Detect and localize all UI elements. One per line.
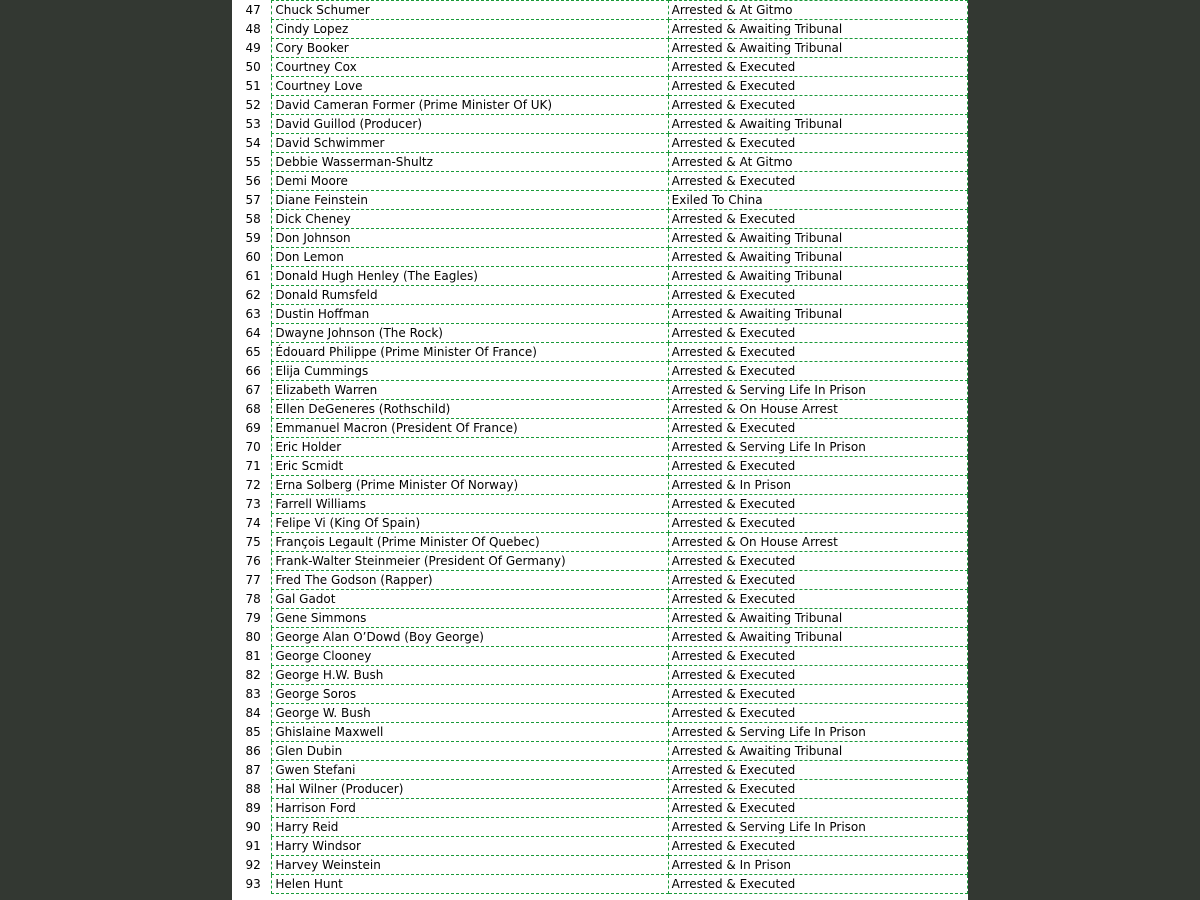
table-row [232,571,968,590]
name-cell: Cory Booker [272,39,668,58]
table-row [232,115,968,134]
table-row [232,419,968,438]
name-cell: Harry Reid [272,818,668,837]
table-row [232,818,968,837]
name-cell: Courtney Cox [272,58,668,77]
status-cell: Arrested & Awaiting Tribunal [668,115,967,134]
name-cell: Eric Holder [272,438,668,457]
status-cell: Arrested & Awaiting Tribunal [668,229,967,248]
table-row [232,457,968,476]
name-cell: Donald Hugh Henley (The Eagles) [272,267,668,286]
name-cell: Courtney Love [272,77,668,96]
table-row [232,153,968,172]
row-number: 73 [245,497,261,511]
table-row [232,647,968,666]
row-number: 80 [245,630,261,644]
status-cell: Arrested & On House Arrest [668,400,967,419]
row-number: 74 [245,516,261,530]
row-number: 77 [245,573,261,587]
name-cell: Dwayne Johnson (The Rock) [272,324,668,343]
status-cell: Arrested & Executed [668,419,967,438]
name-cell: Édouard Philippe (Prime Minister Of France) [272,343,668,362]
status-cell: Arrested & At Gitmo [668,153,967,172]
status-cell: Arrested & Awaiting Tribunal [668,39,967,58]
status-cell: Arrested & Executed [668,685,967,704]
status-cell: Arrested & Awaiting Tribunal [668,267,967,286]
status-cell: Arrested & Executed [668,590,967,609]
row-number: 54 [245,136,261,150]
name-cell: George Clooney [272,647,668,666]
name-cell: David Schwimmer [272,134,668,153]
status-cell: Arrested & Awaiting Tribunal [668,742,967,761]
row-number: 61 [245,269,261,283]
status-cell: Arrested & Awaiting Tribunal [668,305,967,324]
status-cell: Arrested & Serving Life In Prison [668,723,967,742]
row-number: 85 [245,725,261,739]
table-row [232,58,968,77]
table-row [232,609,968,628]
row-number: 66 [245,364,261,378]
row-number: 59 [245,231,261,245]
row-number: 67 [245,383,261,397]
status-cell: Arrested & Executed [668,552,967,571]
name-cell: Chuck Schumer [272,1,668,20]
table-row [232,362,968,381]
name-cell: Ellen DeGeneres (Rothschild) [272,400,668,419]
table-row [232,267,968,286]
table-row [232,172,968,191]
status-cell: Arrested & In Prison [668,856,967,875]
row-number: 78 [245,592,261,606]
row-number: 48 [245,22,261,36]
name-cell: Felipe Vi (King Of Spain) [272,514,668,533]
name-cell: Don Johnson [272,229,668,248]
row-number: 52 [245,98,261,112]
table-row [232,381,968,400]
name-cell: Don Lemon [272,248,668,267]
row-number: 58 [245,212,261,226]
table-row [232,229,968,248]
status-cell: Arrested & Executed [668,210,967,229]
table-row [232,704,968,723]
table-row [232,39,968,58]
name-cell: Donald Rumsfeld [272,286,668,305]
name-cell: Farrell Williams [272,495,668,514]
table-row [232,590,968,609]
row-number: 92 [245,858,261,872]
row-number: 89 [245,801,261,815]
name-cell: Elizabeth Warren [272,381,668,400]
row-number: 65 [245,345,261,359]
name-cell: Harvey Weinstein [272,856,668,875]
row-number: 56 [245,174,261,188]
row-number: 83 [245,687,261,701]
status-cell: Arrested & Executed [668,761,967,780]
status-cell: Arrested & Executed [668,172,967,191]
row-number: 75 [245,535,261,549]
row-number: 57 [245,193,261,207]
status-cell: Exiled To China [668,191,967,210]
table-row [232,210,968,229]
table-row [232,191,968,210]
name-cell: Gwen Stefani [272,761,668,780]
status-cell: Arrested & Executed [668,96,967,115]
table-row [232,780,968,799]
table-row [232,495,968,514]
name-cell: Glen Dubin [272,742,668,761]
row-number: 81 [245,649,261,663]
table-row [232,305,968,324]
name-cell: Gal Gadot [272,590,668,609]
name-cell: David Cameran Former (Prime Minister Of UK) [272,96,668,115]
status-cell: Arrested & Executed [668,324,967,343]
table-row [232,514,968,533]
row-number: 68 [245,402,261,416]
table-row [232,77,968,96]
table-row [232,20,968,39]
row-number: 51 [245,79,261,93]
row-number: 55 [245,155,261,169]
status-cell: Arrested & Executed [668,362,967,381]
row-number: 60 [245,250,261,264]
status-cell: Arrested & Serving Life In Prison [668,381,967,400]
table-row [232,875,968,894]
table-row [232,96,968,115]
status-cell: Arrested & Executed [668,58,967,77]
name-cell: George Alan O’Dowd (Boy George) [272,628,668,647]
row-number: 53 [245,117,261,131]
status-cell: Arrested & Executed [668,134,967,153]
table-row [232,742,968,761]
name-cell: Dustin Hoffman [272,305,668,324]
row-number: 69 [245,421,261,435]
table-row [232,837,968,856]
name-cell: Elija Cummings [272,362,668,381]
status-cell: Arrested & Executed [668,704,967,723]
status-cell: Arrested & Executed [668,77,967,96]
name-cell: Dick Cheney [272,210,668,229]
status-cell: Arrested & Executed [668,647,967,666]
name-cell: Erna Solberg (Prime Minister Of Norway) [272,476,668,495]
row-number: 76 [245,554,261,568]
status-cell: Arrested & Executed [668,875,967,894]
table-row [232,723,968,742]
name-cell: Demi Moore [272,172,668,191]
status-cell: Arrested & Executed [668,286,967,305]
row-number: 86 [245,744,261,758]
name-cell: Eric Scmidt [272,457,668,476]
status-cell: Arrested & At Gitmo [668,1,967,20]
row-number: 72 [245,478,261,492]
table-row [232,761,968,780]
table-row [232,799,968,818]
table-row [232,628,968,647]
document-page [232,0,968,900]
name-cell: Harrison Ford [272,799,668,818]
names-table [232,0,968,894]
row-number: 91 [245,839,261,853]
name-cell: Ghislaine Maxwell [272,723,668,742]
table-row [232,134,968,153]
table-row [232,1,968,20]
table-row [232,552,968,571]
status-cell: Arrested & Executed [668,514,967,533]
row-number: 90 [245,820,261,834]
name-cell: Frank-Walter Steinmeier (President Of Germany) [272,552,668,571]
table-row [232,286,968,305]
name-cell: Diane Feinstein [272,191,668,210]
table-row [232,438,968,457]
row-number: 88 [245,782,261,796]
status-cell: Arrested & On House Arrest [668,533,967,552]
status-cell: Arrested & Executed [668,457,967,476]
row-number: 47 [245,3,261,17]
name-cell: George Soros [272,685,668,704]
table-row [232,685,968,704]
status-cell: Arrested & Executed [668,495,967,514]
status-cell: Arrested & Executed [668,780,967,799]
status-cell: Arrested & Awaiting Tribunal [668,20,967,39]
row-number: 70 [245,440,261,454]
table-row [232,856,968,875]
table-row [232,476,968,495]
row-number: 50 [245,60,261,74]
name-cell: George W. Bush [272,704,668,723]
name-cell: François Legault (Prime Minister Of Quebec) [272,533,668,552]
table-row [232,248,968,267]
name-cell: Fred The Godson (Rapper) [272,571,668,590]
status-cell: Arrested & Awaiting Tribunal [668,248,967,267]
name-cell: Emmanuel Macron (President Of France) [272,419,668,438]
status-cell: Arrested & Executed [668,666,967,685]
name-cell: Harry Windsor [272,837,668,856]
row-number: 71 [245,459,261,473]
row-number: 82 [245,668,261,682]
name-cell: George H.W. Bush [272,666,668,685]
status-cell: Arrested & Awaiting Tribunal [668,609,967,628]
status-cell: Arrested & Executed [668,799,967,818]
table-row [232,324,968,343]
name-cell: Hal Wilner (Producer) [272,780,668,799]
status-cell: Arrested & Serving Life In Prison [668,818,967,837]
table-row [232,400,968,419]
status-cell: Arrested & Awaiting Tribunal [668,628,967,647]
row-number: 87 [245,763,261,777]
name-cell: Gene Simmons [272,609,668,628]
table-row [232,666,968,685]
table-row [232,533,968,552]
status-cell: Arrested & In Prison [668,476,967,495]
status-cell: Arrested & Executed [668,343,967,362]
row-number: 62 [245,288,261,302]
status-cell: Arrested & Serving Life In Prison [668,438,967,457]
row-number: 49 [245,41,261,55]
table-row [232,343,968,362]
status-cell: Arrested & Executed [668,571,967,590]
row-number: 93 [245,877,261,891]
status-cell: Arrested & Executed [668,837,967,856]
row-number: 79 [245,611,261,625]
row-number: 84 [245,706,261,720]
table-body [232,1,968,894]
row-number: 63 [245,307,261,321]
name-cell: Helen Hunt [272,875,668,894]
name-cell: Cindy Lopez [272,20,668,39]
name-cell: David Guillod (Producer) [272,115,668,134]
name-cell: Debbie Wasserman-Shultz [272,153,668,172]
row-number: 64 [245,326,261,340]
